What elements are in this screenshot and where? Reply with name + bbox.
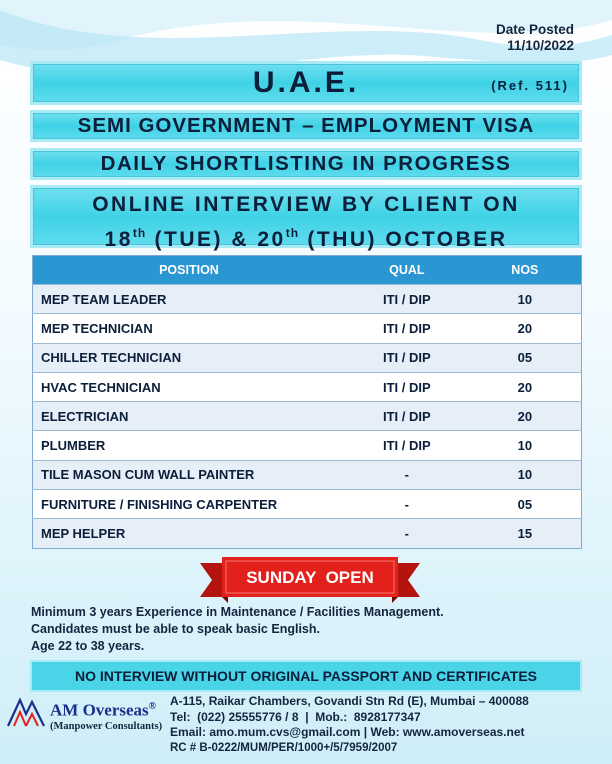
date-posted-label: Date Posted [495,22,574,37]
company-contact [170,694,529,756]
sunday-open-text: SUNDAY OPEN [246,568,374,587]
position-cell: MEP TECHNICIAN [33,314,345,343]
nos-cell: 10 [469,460,582,489]
position-cell: ELECTRICIAN [33,402,345,431]
interview-day-2-suffix: th [285,226,300,240]
nos-cell: 10 [469,431,582,460]
nos-cell: 20 [469,372,582,401]
date-posted [496,22,574,54]
qual-cell: ITI / DIP [345,431,469,460]
interview-day-1: 18 [104,228,133,251]
company-tagline: (Manpower Consultants) [50,720,163,732]
qual-cell: - [345,519,469,548]
qual-cell: ITI / DIP [345,343,469,372]
interview-day-2-rest: (THU) OCTOBER [299,228,508,251]
nos-cell: 05 [469,490,582,519]
position-cell: MEP HELPER [33,519,345,548]
company-address: A-115, Raikar Chambers, Govandi Stn Rd (E), Mumbai – 400088 [170,694,529,708]
am-overseas-logo-icon [6,692,46,732]
table-header-row [33,256,582,285]
table-row [33,519,582,548]
header-qual: QUAL [345,256,469,285]
interview-dates [33,219,579,254]
company-phone: Tel: (022) 25555776 / 8 | Mob.: 8928177347 [170,709,421,724]
qual-cell: ITI / DIP [345,372,469,401]
nos-cell: 10 [469,285,582,314]
company-name: AM Overseas [50,700,149,720]
nos-cell: 20 [469,402,582,431]
table-row [33,372,582,401]
position-cell: PLUMBER [33,431,345,460]
table-row [33,431,582,460]
reference-number: (Ref. 511) [491,78,569,93]
position-cell: CHILLER TECHNICIAN [33,343,345,372]
qual-cell: ITI / DIP [345,402,469,431]
company-email-web: Email: amo.mum.cvs@gmail.com | Web: www.amoverseas.net [170,725,525,739]
requirements-notes [31,604,444,655]
sunday-open-ribbon [200,553,420,603]
interview-banner [30,185,582,251]
country-title: U.A.E. [252,66,360,99]
table-row [33,314,582,343]
position-cell: MEP TEAM LEADER [33,285,345,314]
passport-warning-banner: NO INTERVIEW WITHOUT ORIGINAL PASSPORT AND CERTIFICATES [30,660,582,692]
date-posted-value: 11/10/2022 [507,38,574,53]
note-age: Age 22 to 38 years. [31,639,145,653]
country-banner [30,61,582,105]
note-english: Candidates must be able to speak basic English. [31,622,320,636]
position-cell: TILE MASON CUM WALL PAINTER [33,460,345,489]
visa-type-banner: SEMI GOVERNMENT – EMPLOYMENT VISA [30,110,582,142]
header-nos: NOS [469,256,582,285]
header-position: POSITION [33,256,345,285]
position-cell: HVAC TECHNICIAN [33,372,345,401]
interview-day-2: 20 [257,228,286,251]
nos-cell: 05 [469,343,582,372]
interview-day-1-suffix: th [132,226,147,240]
nos-cell: 15 [469,519,582,548]
registered-mark: ® [148,701,157,712]
table-row [33,285,582,314]
qual-cell: - [345,490,469,519]
table-row [33,490,582,519]
position-cell: FURNITURE / FINISHING CARPENTER [33,490,345,519]
qual-cell: - [345,460,469,489]
table-row [33,402,582,431]
nos-cell: 20 [469,314,582,343]
qual-cell: ITI / DIP [345,285,469,314]
qual-cell: ITI / DIP [345,314,469,343]
company-rc-number: RC # B-0222/MUM/PER/1000+/5/7959/2007 [170,741,398,754]
note-experience: Minimum 3 years Experience in Maintenance / Facilities Management. [31,605,444,619]
table-row [33,460,582,489]
interview-line-1: ONLINE INTERVIEW BY CLIENT ON [92,193,520,216]
table-row [33,343,582,372]
interview-day-1-rest: (TUE) & [146,228,258,251]
positions-table [32,255,582,549]
company-brand [50,697,162,734]
shortlisting-status-banner: DAILY SHORTLISTING IN PROGRESS [30,148,582,180]
